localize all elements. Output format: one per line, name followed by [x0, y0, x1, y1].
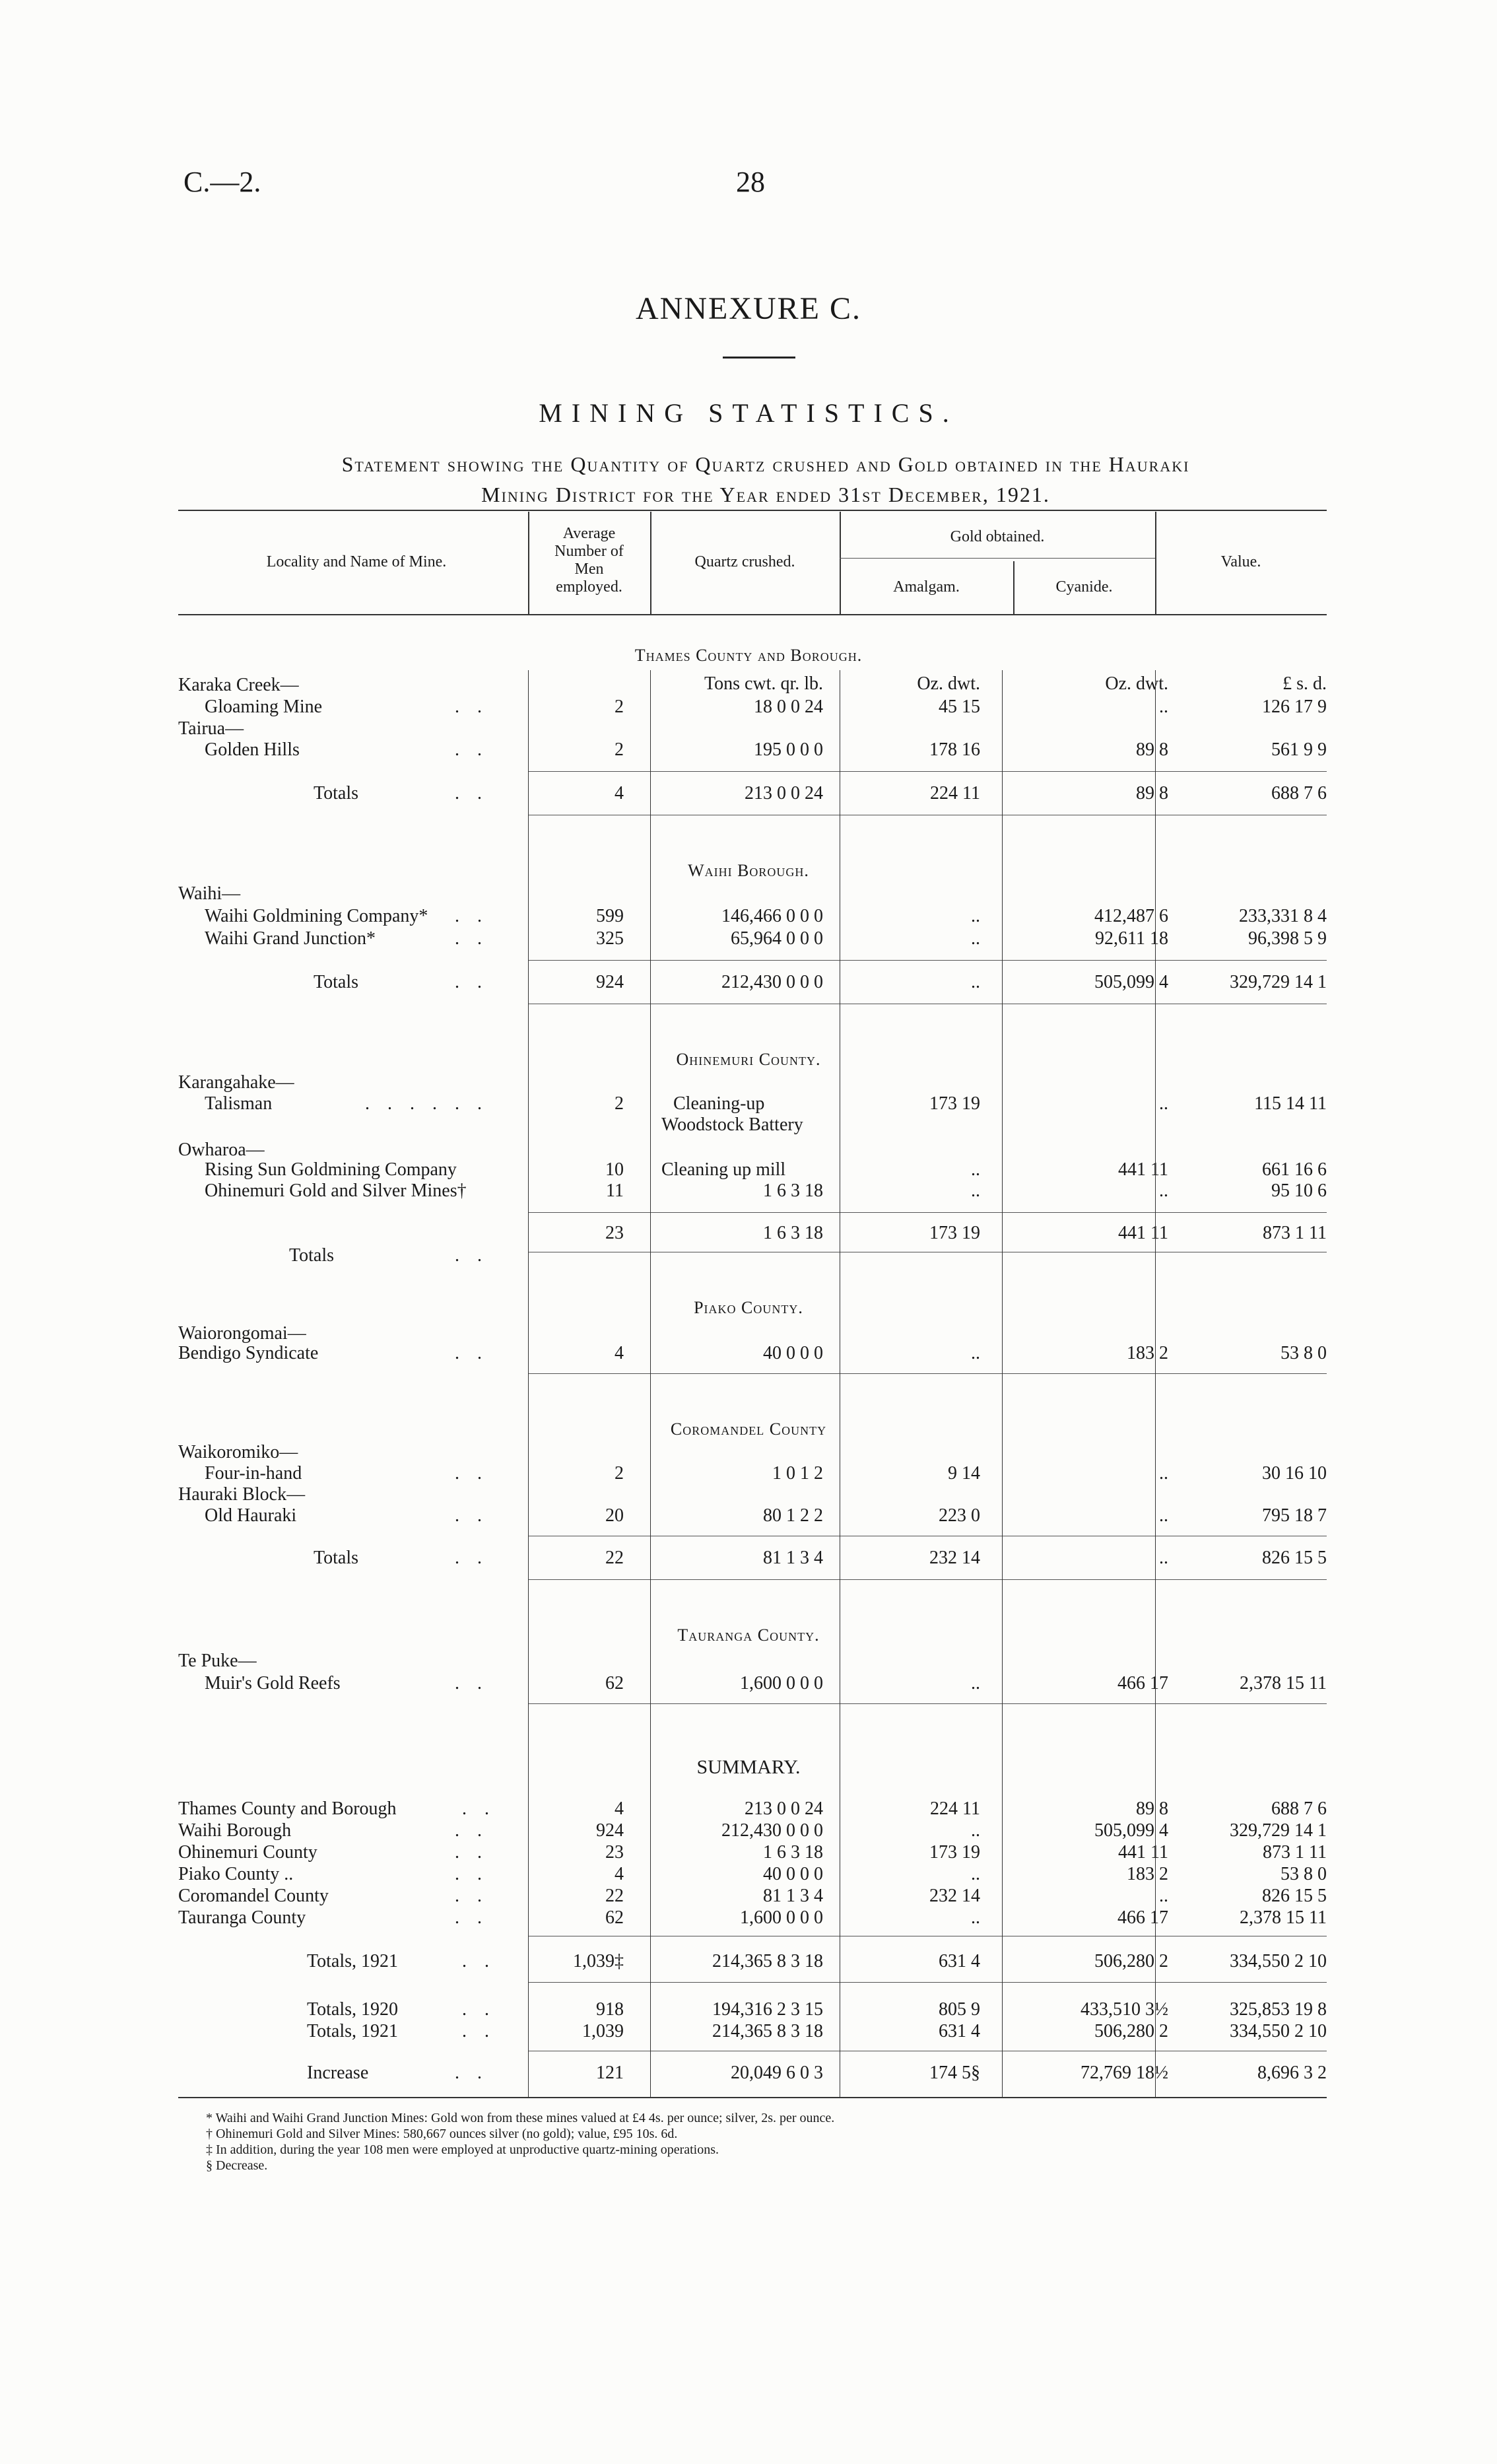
leader-dots: . .: [462, 2021, 496, 2041]
amalgam-column-header: Amalgam.: [893, 578, 960, 596]
table-row-continuation: [178, 1114, 1327, 1137]
men-value: 62: [605, 1907, 624, 1928]
leader-dots: . .: [462, 1951, 496, 1971]
cyanide-value: 466 17: [1117, 1907, 1168, 1928]
men-value: 325: [596, 928, 624, 949]
men-total: 22: [605, 1548, 624, 1568]
value-total: 329,729 14 1: [1230, 972, 1327, 992]
cyanide-value: 89 8: [1136, 739, 1168, 760]
mine-name: Waihi Grand Junction*: [205, 928, 376, 949]
mine-name: Four-in-hand: [205, 1463, 302, 1484]
amalgam-value: ..: [971, 1820, 980, 1841]
men-header-line: Average: [562, 525, 616, 542]
value-amount: 688 7 6: [1271, 1798, 1327, 1819]
amalgam-total: 173 19: [929, 1223, 980, 1243]
locality-row: [178, 1072, 1327, 1095]
amalgam-value: ..: [971, 928, 980, 949]
amalgam-value: 224 11: [930, 1798, 980, 1819]
totals-label: Totals: [289, 1245, 335, 1266]
men-value: 599: [596, 906, 624, 926]
locality-row: [178, 675, 1327, 697]
men-value: 23: [605, 1842, 624, 1863]
value-amount: 2,378 15 11: [1240, 1907, 1327, 1928]
totals-label-row: [178, 1245, 1327, 1268]
value-column-header: Value.: [1220, 553, 1261, 570]
totals-row: [178, 783, 1327, 805]
mine-name: Bendigo Syndicate: [178, 1343, 319, 1363]
totals-label: Totals, 1920: [307, 1999, 399, 2020]
quartz-total: 1 6 3 18: [763, 1223, 823, 1243]
summary-name: Thames County and Borough: [178, 1798, 397, 1819]
totals-row: [178, 1548, 1327, 1570]
quartz-value: 40 0 0 0: [763, 1864, 823, 1884]
cyanide-value: 441 11: [1118, 1159, 1168, 1180]
summary-row: [178, 1820, 1327, 1843]
amalgam-value: ..: [971, 1907, 980, 1928]
amalgam-units: Oz. dwt.: [917, 673, 980, 694]
table-row: [178, 1181, 1327, 1203]
locality-label: Hauraki Block—: [178, 1484, 306, 1505]
section-end-rule: [528, 1579, 1327, 1580]
table-row: [178, 1343, 1327, 1365]
table-row: [178, 1159, 1327, 1182]
section-title-coromandel: Coromandel County: [670, 1420, 827, 1439]
locality-row: [178, 1323, 1327, 1346]
amalgam-total: 631 4: [939, 1951, 980, 1971]
cyanide-value: 89 8: [1136, 1798, 1168, 1819]
leader-dots: . .: [462, 1999, 496, 2020]
leader-dots: . .: [455, 1842, 488, 1863]
men-value: 10: [605, 1159, 624, 1180]
leader-dots: . .: [455, 1820, 488, 1841]
value-amount: 233,331 8 4: [1239, 906, 1327, 926]
locality-label: Karangahake—: [178, 1072, 294, 1093]
value-units: £ s. d.: [1282, 673, 1327, 694]
mining-statistics-heading: MINING STATISTICS.: [539, 398, 958, 428]
leader-dots: . .: [455, 1886, 488, 1906]
men-total: 924: [596, 972, 624, 992]
quartz-value: 146,466 0 0 0: [721, 906, 823, 926]
men-increase: 121: [596, 2063, 624, 2083]
totals-label: Totals, 1921: [307, 1951, 399, 1971]
cyanide-total: 506,280 2: [1094, 1951, 1168, 1971]
cyanide-value: 441 11: [1118, 1842, 1168, 1863]
column-divider: [650, 670, 651, 2097]
cyanide-value: ..: [1159, 1181, 1168, 1201]
value-amount: 53 8 0: [1281, 1864, 1327, 1884]
value-amount: 53 8 0: [1281, 1343, 1327, 1363]
totals-row: [178, 972, 1327, 994]
locality-label: Tairua—: [178, 718, 244, 739]
men-value: 4: [615, 1798, 624, 1819]
page-number: 28: [736, 166, 765, 198]
totals-rule: [528, 960, 1327, 961]
value-amount: 795 18 7: [1262, 1505, 1327, 1526]
amalgam-value: ..: [971, 906, 980, 926]
men-total: 4: [615, 783, 624, 804]
footnotes: [206, 2110, 834, 2173]
value-amount: 561 9 9: [1271, 739, 1327, 760]
totals-rule: [528, 1212, 1327, 1213]
header-top-rule: [178, 510, 1327, 511]
totals-label: Totals, 1921: [307, 2021, 399, 2041]
totals-row-values: [178, 1223, 1327, 1245]
quartz-total: 213 0 0 24: [745, 783, 823, 804]
quartz-note: Cleaning up mill: [661, 1159, 786, 1180]
men-value: 4: [615, 1864, 624, 1884]
summary-row: [178, 1842, 1327, 1865]
cyanide-total: 505,099 4: [1094, 972, 1168, 992]
summary-name: Tauranga County: [178, 1907, 306, 1928]
section-title-tauranga: Tauranga County.: [677, 1626, 820, 1645]
table-row: [178, 697, 1327, 719]
value-total: 334,550 2 10: [1230, 1951, 1327, 1971]
amalgam-value: ..: [971, 1181, 980, 1201]
section-title-ohinemuri: Ohinemuri County.: [676, 1050, 821, 1069]
leader-dots: . .: [455, 906, 488, 926]
table-row: [178, 1093, 1327, 1116]
amalgam-total: 224 11: [930, 783, 980, 804]
amalgam-value: 223 0: [939, 1505, 980, 1526]
leader-dots: . .: [455, 972, 488, 992]
mine-name: Gloaming Mine: [205, 697, 323, 717]
cyanide-column-header: Cyanide.: [1055, 578, 1113, 596]
men-value: 2: [615, 1463, 624, 1484]
quartz-value: 80 1 2 2: [763, 1505, 823, 1526]
cyanide-value: 92,611 18: [1095, 928, 1168, 949]
cyanide-value: ..: [1159, 1886, 1168, 1906]
quartz-value: 1,600 0 0 0: [740, 1907, 823, 1928]
table-row: [178, 928, 1327, 951]
value-amount: 329,729 14 1: [1230, 1820, 1327, 1841]
quartz-value: 1 6 3 18: [763, 1181, 823, 1201]
men-value: 11: [606, 1181, 624, 1201]
cyanide-value: ..: [1159, 1463, 1168, 1484]
value-amount: 2,378 15 11: [1240, 1673, 1327, 1694]
quartz-value: 40 0 0 0: [763, 1343, 823, 1363]
quartz-total: 212,430 0 0 0: [721, 972, 823, 992]
statement-line-1: Statement showing the Quantity of Quartz crushed and Gold obtained in the Hauraki: [341, 452, 1190, 476]
men-header-line: Number of: [554, 543, 624, 560]
amalgam-total: ..: [971, 972, 980, 992]
cyanide-value: ..: [1159, 1505, 1168, 1526]
section-end-rule: [528, 1373, 1327, 1374]
summary-row: [178, 1886, 1327, 1908]
summary-name: Waihi Borough: [178, 1820, 292, 1841]
locality-label: Waikoromiko—: [178, 1442, 298, 1462]
column-divider: [528, 670, 529, 2097]
section-title-thames: Thames County and Borough.: [634, 646, 863, 665]
leader-dots: . .: [455, 1864, 488, 1884]
mine-name: Golden Hills: [205, 739, 300, 760]
locality-label: Owharoa—: [178, 1140, 265, 1160]
increase-label: Increase: [307, 2063, 369, 2083]
summary-title: SUMMARY.: [696, 1756, 801, 1778]
table-row: [178, 739, 1327, 762]
locality-row: [178, 1442, 1327, 1464]
men-header-line: Men: [574, 561, 604, 578]
leader-dots: . .: [455, 1343, 488, 1363]
locality-label: Waihi—: [178, 883, 241, 904]
men-value: 924: [596, 1820, 624, 1841]
cyanide-value: 466 17: [1117, 1673, 1168, 1694]
value-increase: 8,696 3 2: [1257, 2063, 1327, 2083]
summary-row: [178, 1864, 1327, 1886]
cyanide-increase: 72,769 18½: [1081, 2063, 1168, 2083]
column-divider: [1155, 670, 1156, 2097]
quartz-value: 213 0 0 24: [745, 1798, 823, 1819]
men-value: 2: [615, 1093, 624, 1114]
amalgam-value: ..: [971, 1673, 980, 1694]
quartz-value: 81 1 3 4: [763, 1886, 823, 1906]
value-amount: 30 16 10: [1262, 1463, 1327, 1484]
quartz-value: 1 6 3 18: [763, 1842, 823, 1863]
annexure-title: ANNEXURE C.: [636, 291, 861, 326]
value-amount: 873 1 11: [1263, 1842, 1327, 1863]
title-rule: [723, 357, 795, 359]
men-total: 918: [596, 1999, 624, 2020]
locality-label: Te Puke—: [178, 1651, 257, 1671]
quartz-total: 214,365 8 3 18: [712, 2021, 823, 2041]
quartz-total: 194,316 2 3 15: [712, 1999, 823, 2020]
cyanide-value: ..: [1159, 1093, 1168, 1114]
statement-heading: [182, 449, 1350, 510]
quartz-value: 1 0 1 2: [772, 1463, 823, 1484]
totals-label: Totals: [314, 1548, 359, 1568]
leader-dots: . .: [455, 1505, 488, 1526]
summary-increase: [178, 2063, 1327, 2085]
men-column-header: [528, 525, 650, 596]
leader-dots: . .: [462, 1798, 496, 1819]
cyanide-total: 89 8: [1136, 783, 1168, 804]
value-total: 688 7 6: [1271, 783, 1327, 804]
quartz-value: 65,964 0 0 0: [731, 928, 823, 949]
amalgam-value: ..: [971, 1864, 980, 1884]
cyanide-total: ..: [1159, 1548, 1168, 1568]
men-total: 1,039: [582, 2021, 624, 2041]
header-bottom-rule: [178, 614, 1327, 615]
quartz-total: 214,365 8 3 18: [712, 1951, 823, 1971]
amalgam-total: 631 4: [939, 2021, 980, 2041]
summary-rule: [528, 1982, 1327, 1983]
men-value: 2: [615, 697, 624, 717]
amalgam-value: ..: [971, 1343, 980, 1363]
amalgam-value: 9 14: [948, 1463, 980, 1484]
value-amount: 126 17 9: [1262, 697, 1327, 717]
summary-name: Coromandel County: [178, 1886, 329, 1906]
summary-compare-1921: [178, 2021, 1327, 2043]
leader-dots: . .: [455, 697, 488, 717]
value-total: 334,550 2 10: [1230, 2021, 1327, 2041]
cyanide-value: 505,099 4: [1094, 1820, 1168, 1841]
amalgam-value: 232 14: [929, 1886, 980, 1906]
leader-dots: . .: [455, 2063, 488, 2083]
value-amount: 95 10 6: [1271, 1181, 1327, 1201]
men-total: 1,039‡: [573, 1951, 624, 1971]
summary-row: [178, 1798, 1327, 1821]
value-amount: 115 14 11: [1254, 1093, 1327, 1114]
summary-row: [178, 1907, 1327, 1930]
quartz-note: Woodstock Battery: [661, 1114, 803, 1135]
footnote: ‡ In addition, during the year 108 men were employed at unproductive quartz-mining operations.: [206, 2142, 719, 2157]
leader-dots: . .: [455, 1463, 488, 1484]
amalgam-value: 178 16: [929, 739, 980, 760]
header-divider: [840, 512, 841, 614]
leader-dots: . .: [455, 1673, 488, 1694]
cyanide-value: 412,487 6: [1094, 906, 1168, 926]
locality-row: [178, 718, 1327, 741]
cyanide-total: 433,510 3½: [1081, 1999, 1168, 2020]
value-amount: 661 16 6: [1262, 1159, 1327, 1180]
amalgam-value: 173 19: [929, 1842, 980, 1863]
quartz-value: 18 0 0 24: [754, 697, 823, 717]
amalgam-increase: 174 5§: [929, 2063, 980, 2083]
table-row: [178, 1673, 1327, 1695]
footnote: † Ohinemuri Gold and Silver Mines: 580,667 ounces silver (no gold); value, £95 10s. 6d.: [206, 2127, 678, 2141]
quartz-note: Cleaning-up: [673, 1093, 765, 1114]
amalgam-total: 232 14: [929, 1548, 980, 1568]
cyanide-value: 183 2: [1127, 1864, 1168, 1884]
gold-subheader-rule: [840, 558, 1155, 559]
locality-column-header: Locality and Name of Mine.: [266, 553, 447, 570]
locality-row: [178, 1651, 1327, 1673]
value-total: 826 15 5: [1262, 1548, 1327, 1568]
gold-column-header: Gold obtained.: [950, 528, 1045, 545]
men-value: 20: [605, 1505, 624, 1526]
document-reference: C.—2.: [183, 166, 261, 198]
quartz-column-header: Quartz crushed.: [694, 553, 795, 570]
men-header-line: employed.: [556, 578, 622, 596]
footnote: § Decrease.: [206, 2158, 268, 2173]
men-value: 62: [605, 1673, 624, 1694]
quartz-total: 81 1 3 4: [763, 1548, 823, 1568]
summary-name: Ohinemuri County: [178, 1842, 317, 1863]
mine-name: Old Hauraki: [205, 1505, 297, 1526]
value-amount: 826 15 5: [1262, 1886, 1327, 1906]
cyanide-units: Oz. dwt.: [1105, 673, 1168, 694]
cyanide-value: 183 2: [1127, 1343, 1168, 1363]
table-bottom-rule: [178, 2097, 1327, 2098]
locality-row: [178, 883, 1327, 906]
cyanide-value: ..: [1159, 697, 1168, 717]
quartz-value: 1,600 0 0 0: [740, 1673, 823, 1694]
section-title-waihi: Waihi Borough.: [688, 861, 809, 880]
mine-name: Rising Sun Goldmining Company: [205, 1159, 457, 1180]
mine-name: Waihi Goldmining Company*: [205, 906, 428, 926]
mine-name: Talisman: [205, 1093, 273, 1114]
value-total: 873 1 11: [1263, 1223, 1327, 1243]
totals-rule: [528, 771, 1327, 772]
quartz-value: 212,430 0 0 0: [721, 1820, 823, 1841]
value-total: 325,853 19 8: [1230, 1999, 1327, 2020]
section-end-rule: [528, 1703, 1327, 1704]
summary-name: Piako County ..: [178, 1864, 294, 1884]
men-total: 23: [605, 1223, 624, 1243]
men-value: 2: [615, 739, 624, 760]
cyanide-total: 441 11: [1118, 1223, 1168, 1243]
amalgam-value: ..: [971, 1159, 980, 1180]
quartz-value: 195 0 0 0: [754, 739, 823, 760]
cyanide-total: 506,280 2: [1094, 2021, 1168, 2041]
table-row: [178, 1505, 1327, 1528]
locality-label: Karaka Creek—: [178, 675, 299, 695]
table-row: [178, 1463, 1327, 1486]
totals-label: Totals: [314, 783, 359, 804]
leader-dots: . . . . . .: [365, 1093, 488, 1114]
column-divider: [1002, 670, 1003, 2097]
leader-dots: . .: [455, 1907, 488, 1928]
totals-label: Totals: [314, 972, 359, 992]
leader-dots: . .: [455, 739, 488, 760]
leader-dots: . .: [455, 1245, 488, 1266]
footnote: * Waihi and Waihi Grand Junction Mines: Gold won from these mines valued at £4 4s. per ounce; silver, 2s. per ounce.: [206, 2111, 835, 2125]
men-value: 22: [605, 1886, 624, 1906]
summary-compare-1920: [178, 1999, 1327, 2022]
men-value: 4: [615, 1343, 624, 1363]
value-amount: 96,398 5 9: [1248, 928, 1327, 949]
amalgam-total: 805 9: [939, 1999, 980, 2020]
mine-name: Ohinemuri Gold and Silver Mines†: [205, 1181, 467, 1201]
amalgam-value: 173 19: [929, 1093, 980, 1114]
quartz-units: Tons cwt. qr. lb.: [704, 673, 823, 694]
locality-label: Waiorongomai—: [178, 1323, 306, 1344]
quartz-increase: 20,049 6 0 3: [731, 2063, 823, 2083]
statement-line-2: Mining District for the Year ended 31st December, 1921.: [481, 483, 1050, 506]
section-title-piako: Piako County.: [694, 1298, 803, 1317]
amalgam-value: 45 15: [939, 697, 980, 717]
leader-dots: . .: [455, 783, 488, 804]
mine-name: Muir's Gold Reefs: [205, 1673, 341, 1694]
locality-row: [178, 1140, 1327, 1162]
locality-row: [178, 1484, 1327, 1507]
leader-dots: . .: [455, 1548, 488, 1568]
leader-dots: . .: [455, 928, 488, 949]
summary-totals-1921: [178, 1951, 1327, 1973]
table-row: [178, 906, 1327, 928]
